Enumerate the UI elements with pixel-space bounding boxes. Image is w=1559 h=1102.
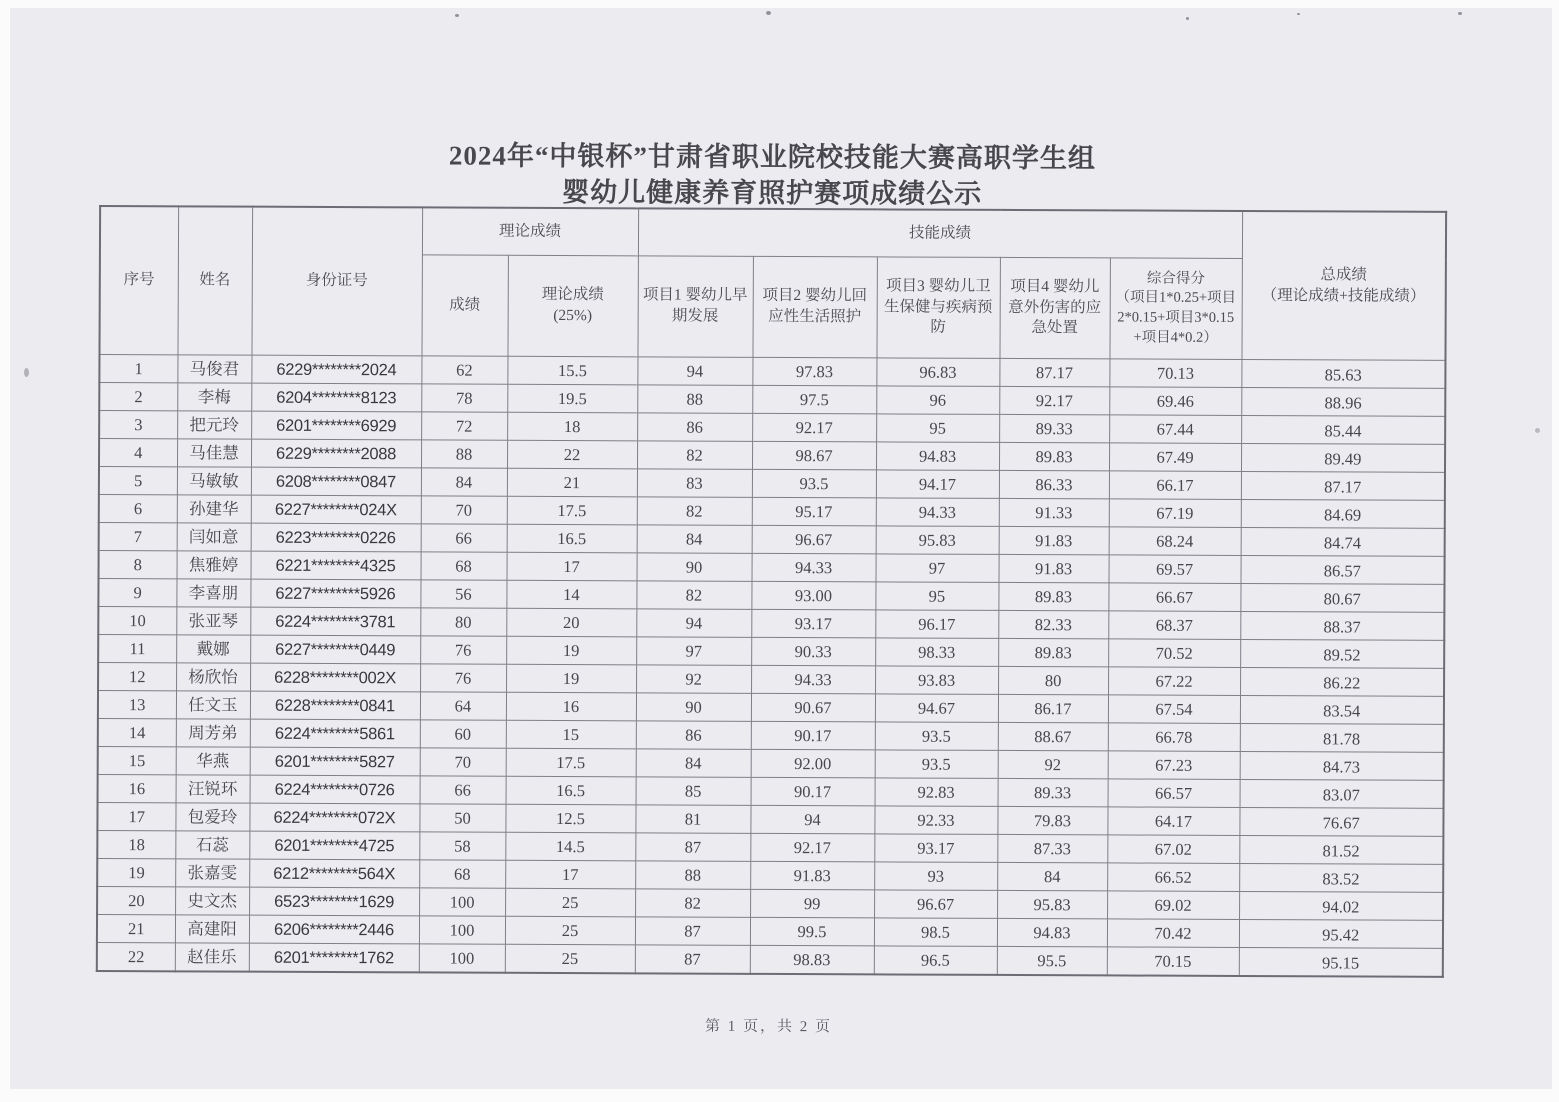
cell-name: 马佳慧 [177, 439, 251, 467]
cell-score: 72 [421, 412, 507, 440]
col-header-project2: 项目2 婴幼儿回应性生活照护 [752, 256, 876, 358]
table-row [97, 942, 1443, 976]
cell-name: 周芳弟 [176, 719, 250, 747]
cell-score: 66 [421, 524, 507, 552]
cell-p4: 87.33 [997, 834, 1107, 862]
header-band-row [100, 206, 1446, 259]
cell-p1: 83 [637, 469, 752, 498]
cell-name: 包爱玲 [175, 803, 249, 831]
cell-p4: 89.33 [999, 414, 1109, 442]
cell-name: 赵佳乐 [175, 943, 249, 972]
cell-p2: 95.17 [752, 497, 876, 526]
cell-total: 83.07 [1240, 779, 1444, 808]
cell-score: 56 [420, 580, 506, 608]
cell-id: 6201********1762 [249, 943, 419, 972]
table-header [99, 206, 1446, 360]
cell-score: 58 [419, 832, 505, 860]
col-header-name: 姓名 [177, 206, 252, 355]
cell-p1: 88 [635, 861, 750, 890]
cell-p1: 82 [635, 889, 750, 918]
cell-p2: 97.83 [752, 357, 876, 386]
cell-id: 6223********0226 [251, 523, 421, 552]
cell-id: 6523********1629 [249, 887, 419, 916]
cell-composite: 68.24 [1109, 527, 1241, 556]
cell-p1: 82 [637, 441, 752, 470]
cell-p2: 93.5 [752, 469, 876, 498]
cell-no: 17 [97, 802, 175, 830]
cell-p3: 98.5 [874, 918, 997, 947]
cell-p4: 79.83 [997, 806, 1107, 834]
cell-score: 78 [421, 384, 507, 412]
cell-no: 21 [97, 914, 175, 942]
cell-p3: 96.17 [875, 610, 998, 639]
cell-composite: 67.02 [1107, 835, 1239, 864]
cell-id: 6229********2024 [251, 355, 421, 384]
cell-p3: 93 [874, 862, 997, 891]
cell-composite: 69.46 [1109, 387, 1241, 416]
cell-p3: 92.33 [874, 806, 997, 835]
cell-total: 88.96 [1241, 387, 1445, 416]
title-line-2: 婴幼儿健康养育照护赛项成绩公示 [562, 177, 983, 209]
cell-p3: 94.67 [875, 694, 998, 723]
cell-p3: 95 [876, 414, 999, 443]
cell-p2: 92.17 [752, 413, 876, 442]
cell-score: 64 [420, 692, 506, 720]
cell-total: 84.73 [1240, 751, 1444, 780]
table-body [97, 355, 1446, 977]
cell-theory25: 17.5 [507, 496, 637, 525]
cell-no: 4 [99, 439, 177, 467]
cell-name: 石蕊 [175, 831, 249, 859]
cell-theory25: 16.5 [506, 776, 636, 805]
cell-total: 89.49 [1241, 443, 1445, 472]
col-header-total [1241, 211, 1446, 360]
cell-p4: 86.17 [998, 694, 1108, 722]
title-line-1: 2024年“中银杯”甘肃省职业院校技能大赛高职学生组 [448, 140, 1096, 174]
cell-name: 张亚琴 [176, 607, 250, 635]
cell-p2: 99 [750, 889, 874, 918]
cell-id: 6227********0449 [250, 635, 420, 664]
cell-p1: 87 [635, 945, 750, 974]
cell-name: 杨欣怡 [176, 663, 250, 691]
cell-name: 汪锐环 [176, 775, 250, 803]
cell-composite: 66.78 [1108, 723, 1240, 752]
cell-name: 戴娜 [176, 635, 250, 663]
cell-total: 85.63 [1241, 359, 1445, 388]
cell-composite: 70.42 [1107, 919, 1239, 948]
cell-p4: 91.33 [999, 498, 1109, 526]
cell-id: 6228********002X [250, 663, 420, 692]
cell-score: 100 [419, 944, 505, 973]
scan-speck [24, 368, 29, 377]
scan-speck [1535, 428, 1540, 433]
col-header-id: 身份证号 [251, 207, 422, 356]
cell-id: 6228********0841 [250, 691, 420, 720]
cell-p4: 84 [997, 862, 1107, 890]
cell-name: 闫如意 [177, 523, 251, 551]
cell-p4: 82.33 [998, 610, 1108, 638]
cell-total: 85.44 [1241, 415, 1445, 444]
cell-theory25: 17.5 [506, 748, 636, 777]
cell-score: 68 [421, 552, 507, 580]
cell-composite: 67.19 [1109, 499, 1241, 528]
col-header-score: 成绩 [421, 255, 507, 356]
cell-id: 6221********4325 [251, 551, 421, 580]
cell-p1: 86 [637, 413, 752, 442]
cell-p1: 94 [636, 609, 751, 638]
cell-no: 3 [99, 411, 177, 439]
cell-p2: 94.33 [752, 553, 876, 582]
cell-p4: 95.83 [997, 890, 1107, 918]
cell-p3: 93.83 [875, 666, 998, 695]
cell-p1: 90 [637, 553, 752, 582]
cell-name: 张嘉雯 [175, 859, 249, 887]
cell-theory25: 19 [506, 664, 636, 693]
cell-theory25: 15 [506, 720, 636, 749]
cell-p1: 87 [635, 917, 750, 946]
cell-p2: 91.83 [750, 861, 874, 890]
cell-p3: 96.67 [874, 890, 997, 919]
cell-p4: 89.33 [998, 778, 1108, 806]
cell-no: 10 [98, 606, 176, 634]
cell-p2: 90.33 [751, 637, 875, 666]
cell-p2: 96.67 [752, 525, 876, 554]
cell-p4: 94.83 [997, 918, 1107, 946]
cell-score: 100 [419, 916, 505, 944]
scan-speck [1458, 12, 1462, 15]
total-header-line-1: 总成绩 [1320, 265, 1367, 284]
cell-score: 76 [420, 636, 506, 664]
cell-p3: 94.17 [876, 470, 999, 499]
cell-p3: 96.83 [876, 358, 999, 387]
cell-no: 2 [99, 383, 177, 411]
cell-theory25: 15.5 [507, 356, 637, 385]
cell-id: 6204********8123 [251, 383, 421, 412]
cell-theory25: 17 [505, 860, 635, 889]
cell-composite: 66.17 [1109, 471, 1241, 500]
cell-p2: 93.17 [751, 609, 875, 638]
cell-p1: 88 [637, 385, 752, 414]
cell-name: 史文杰 [175, 887, 249, 915]
cell-p2: 90.17 [751, 777, 875, 806]
cell-p4: 92 [998, 750, 1108, 778]
cell-p4: 86.33 [999, 470, 1109, 498]
cell-no: 18 [97, 830, 175, 858]
cell-composite: 67.49 [1109, 443, 1241, 472]
cell-total: 86.57 [1241, 555, 1445, 584]
cell-p2: 92.17 [750, 833, 874, 862]
cell-composite: 70.52 [1108, 639, 1240, 668]
cell-name: 李梅 [177, 383, 251, 411]
cell-p3: 93.5 [875, 722, 998, 751]
cell-composite: 70.15 [1107, 947, 1239, 976]
cell-score: 70 [420, 748, 506, 776]
cell-total: 84.69 [1241, 499, 1445, 528]
cell-no: 14 [98, 718, 176, 746]
cell-id: 6201********6929 [251, 411, 421, 440]
cell-theory25: 14 [506, 580, 636, 609]
cell-no: 12 [98, 662, 176, 690]
cell-composite: 67.22 [1108, 667, 1240, 696]
cell-no: 13 [98, 690, 176, 718]
cell-total: 83.54 [1240, 695, 1444, 724]
cell-no: 6 [99, 494, 177, 522]
cell-total: 81.52 [1239, 835, 1443, 864]
cell-p2: 99.5 [750, 917, 874, 946]
cell-p4: 80 [998, 666, 1108, 694]
cell-p1: 82 [637, 497, 752, 526]
cell-p4: 89.83 [998, 582, 1108, 610]
cell-p4: 91.83 [999, 554, 1109, 582]
cell-no: 7 [99, 522, 177, 550]
cell-id: 6201********5827 [250, 747, 420, 776]
cell-theory25: 21 [507, 468, 637, 497]
col-header-no: 序号 [99, 206, 178, 355]
cell-p3: 94.33 [876, 498, 999, 527]
cell-name: 马俊君 [177, 355, 251, 383]
scanned-page [10, 8, 1552, 1089]
cell-no: 20 [97, 886, 175, 914]
cell-score: 70 [421, 496, 507, 524]
document-title [99, 136, 1445, 214]
cell-total: 94.02 [1239, 891, 1443, 920]
cell-total: 84.74 [1241, 527, 1445, 556]
cell-p2: 98.67 [752, 441, 876, 470]
cell-p4: 89.83 [999, 442, 1109, 470]
cell-no: 5 [99, 467, 177, 495]
cell-p2: 92.00 [751, 749, 875, 778]
cell-p1: 90 [636, 693, 751, 722]
cell-score: 68 [419, 860, 505, 888]
cell-p1: 84 [636, 749, 751, 778]
cell-p1: 85 [636, 777, 751, 806]
cell-no: 1 [99, 355, 177, 383]
composite-header-line-2: （项目1*0.25+项目2*0.15+项目3*0.15+项目4*0.2） [1115, 289, 1237, 346]
cell-p3: 95 [875, 582, 998, 611]
cell-name: 任文玉 [176, 691, 250, 719]
cell-id: 6201********4725 [249, 831, 419, 860]
cell-p1: 97 [636, 637, 751, 666]
cell-p2: 90.17 [751, 721, 875, 750]
cell-theory25: 14.5 [505, 832, 635, 861]
cell-composite: 69.02 [1107, 891, 1239, 920]
cell-id: 6229********2088 [251, 439, 421, 468]
cell-score: 66 [420, 776, 506, 804]
cell-name: 李喜朋 [176, 579, 250, 607]
band-header-skill: 技能成绩 [638, 208, 1242, 258]
cell-score: 50 [419, 804, 505, 832]
cell-p4: 91.83 [999, 526, 1109, 554]
cell-theory25: 19 [506, 636, 636, 665]
cell-total: 76.67 [1239, 807, 1443, 836]
cell-name: 华燕 [176, 747, 250, 775]
document-content [95, 8, 1446, 1074]
cell-theory25: 25 [505, 916, 635, 945]
cell-id: 6224********3781 [250, 607, 420, 636]
cell-theory25: 17 [507, 552, 637, 581]
cell-p2: 90.67 [751, 693, 875, 722]
cell-id: 6224********072X [249, 803, 419, 832]
cell-theory25: 16 [506, 692, 636, 721]
cell-theory25: 16.5 [507, 524, 637, 553]
cell-id: 6212********564X [249, 859, 419, 888]
cell-name: 高建阳 [175, 915, 249, 943]
cell-p3: 98.33 [875, 638, 998, 667]
cell-p2: 97.5 [752, 385, 876, 414]
cell-p3: 96.5 [874, 946, 997, 975]
cell-theory25: 25 [505, 944, 635, 973]
cell-composite: 66.52 [1107, 863, 1239, 892]
cell-p2: 94.33 [751, 665, 875, 694]
cell-composite: 70.13 [1109, 359, 1241, 388]
col-header-project3: 项目3 婴幼儿卫生保健与疾病预防 [876, 257, 999, 359]
cell-name: 把元玲 [177, 411, 251, 439]
col-header-composite [1109, 258, 1241, 360]
cell-composite: 69.57 [1109, 555, 1241, 584]
cell-composite: 68.37 [1108, 611, 1240, 640]
composite-header-line-1: 综合得分 [1146, 270, 1205, 287]
cell-theory25: 12.5 [505, 804, 635, 833]
cell-no: 11 [98, 634, 176, 662]
cell-name: 马敏敏 [177, 467, 251, 495]
cell-composite: 67.44 [1109, 415, 1241, 444]
cell-total: 95.42 [1239, 919, 1443, 948]
cell-id: 6227********024X [251, 495, 421, 524]
score-table [96, 205, 1447, 978]
cell-total: 81.78 [1240, 723, 1444, 752]
cell-id: 6227********5926 [250, 579, 420, 608]
cell-p4: 89.83 [998, 638, 1108, 666]
total-header-line-2: （理论成绩+技能成绩） [1261, 286, 1426, 305]
cell-total: 80.67 [1240, 583, 1444, 612]
cell-composite: 66.67 [1108, 583, 1240, 612]
cell-no: 19 [97, 858, 175, 886]
cell-score: 80 [420, 608, 506, 636]
cell-p2: 94 [750, 805, 874, 834]
cell-p3: 95.83 [876, 526, 999, 555]
cell-p4: 92.17 [999, 386, 1109, 414]
cell-score: 88 [421, 440, 507, 468]
band-header-theory: 理论成绩 [422, 207, 638, 255]
cell-no: 22 [97, 942, 175, 971]
cell-composite: 66.57 [1108, 779, 1240, 808]
cell-p4: 87.17 [999, 358, 1109, 386]
cell-theory25: 20 [506, 608, 636, 637]
page-number-footer: 第 1 页，共 2 页 [705, 1018, 833, 1036]
cell-theory25: 19.5 [507, 384, 637, 413]
cell-total: 89.52 [1240, 639, 1444, 668]
cell-p4: 95.5 [997, 946, 1107, 975]
cell-p3: 97 [876, 554, 999, 583]
col-header-theory25: 理论成绩 (25%) [507, 255, 637, 357]
cell-composite: 67.23 [1108, 751, 1240, 780]
cell-id: 6206********2446 [249, 915, 419, 944]
cell-no: 9 [98, 578, 176, 606]
cell-p1: 86 [636, 721, 751, 750]
cell-no: 15 [98, 746, 176, 774]
cell-score: 76 [420, 664, 506, 692]
cell-p1: 82 [636, 581, 751, 610]
col-header-project4: 项目4 婴幼儿意外伤害的应急处置 [999, 257, 1109, 358]
cell-theory25: 18 [507, 412, 637, 441]
cell-p1: 81 [635, 805, 750, 834]
cell-p2: 93.00 [751, 581, 875, 610]
cell-p3: 93.17 [874, 834, 997, 863]
cell-score: 62 [421, 356, 507, 384]
cell-name: 焦雅婷 [177, 551, 251, 579]
cell-composite: 64.17 [1107, 807, 1239, 836]
cell-p1: 92 [636, 665, 751, 694]
cell-p2: 98.83 [750, 945, 874, 974]
cell-p3: 93.5 [875, 750, 998, 779]
cell-total: 83.52 [1239, 863, 1443, 892]
cell-p1: 84 [637, 525, 752, 554]
cell-score: 100 [419, 888, 505, 916]
cell-total: 87.17 [1241, 471, 1445, 500]
cell-total: 88.37 [1240, 611, 1444, 640]
cell-no: 16 [98, 774, 176, 802]
cell-total: 95.15 [1239, 947, 1443, 976]
cell-p3: 94.83 [876, 442, 999, 471]
cell-total: 86.22 [1240, 667, 1444, 696]
cell-p1: 94 [637, 357, 752, 386]
cell-id: 6208********0847 [251, 467, 421, 496]
cell-p1: 87 [635, 833, 750, 862]
cell-no: 8 [99, 550, 177, 578]
cell-theory25: 25 [505, 888, 635, 917]
cell-id: 6224********5861 [250, 719, 420, 748]
cell-theory25: 22 [507, 440, 637, 469]
cell-score: 60 [420, 720, 506, 748]
cell-p3: 92.83 [875, 778, 998, 807]
cell-p4: 88.67 [998, 722, 1108, 750]
cell-composite: 67.54 [1108, 695, 1240, 724]
cell-name: 孙建华 [177, 495, 251, 523]
cell-id: 6224********0726 [250, 775, 420, 804]
col-header-project1: 项目1 婴幼儿早期发展 [637, 256, 752, 358]
cell-score: 84 [421, 468, 507, 496]
cell-p3: 96 [876, 386, 999, 415]
